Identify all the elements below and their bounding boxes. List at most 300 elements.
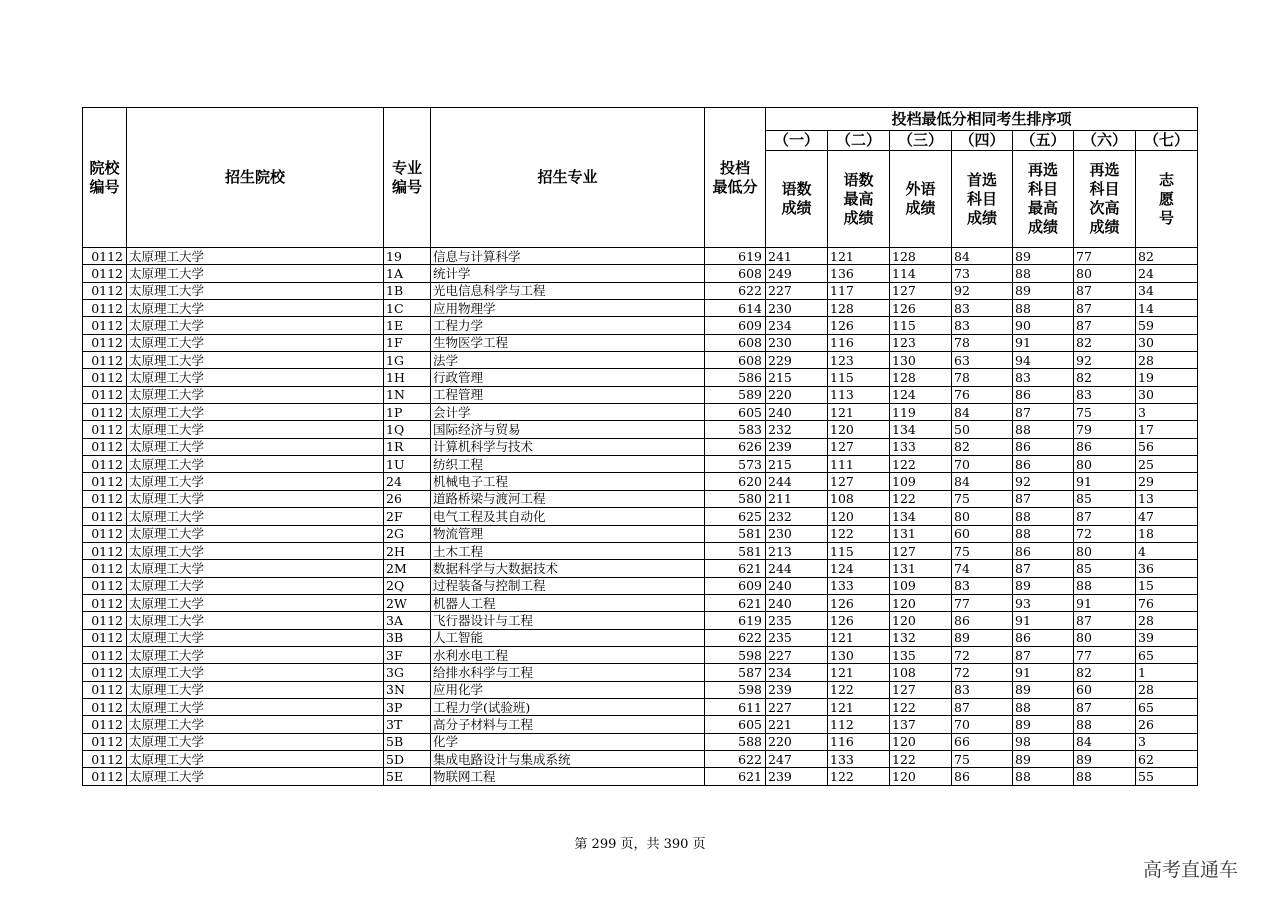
cell-yushu-max-score: 116 [828, 334, 890, 351]
table-row [83, 577, 1198, 594]
cell-second-subject-max-score: 87 [1013, 560, 1074, 577]
cell-second-subject-max-score: 88 [1013, 508, 1074, 525]
cell-foreign-lang-score: 120 [890, 733, 952, 750]
header-school-name: 招生院校 [127, 108, 384, 248]
cell-yushu-score: 235 [766, 629, 828, 646]
cell-yushu-score: 230 [766, 300, 828, 317]
table-row [83, 508, 1198, 525]
cell-foreign-lang-score: 132 [890, 629, 952, 646]
cell-foreign-lang-score: 134 [890, 421, 952, 438]
cell-major-name: 集成电路设计与集成系统 [431, 750, 705, 767]
cell-foreign-lang-score: 126 [890, 300, 952, 317]
cell-first-subject-score: 78 [952, 369, 1013, 386]
cell-major-code: 2F [384, 508, 431, 525]
cell-second-subject-next-score: 82 [1074, 664, 1136, 681]
cell-school-code: 0112 [83, 508, 127, 525]
cell-second-subject-next-score: 87 [1074, 282, 1136, 299]
header-tiebreak-label-3: 外语 成绩 [890, 151, 952, 248]
cell-school-name: 太原理工大学 [127, 352, 384, 369]
cell-second-subject-next-score: 88 [1074, 577, 1136, 594]
cell-school-code: 0112 [83, 473, 127, 490]
cell-yushu-max-score: 116 [828, 733, 890, 750]
cell-yushu-max-score: 136 [828, 265, 890, 282]
cell-school-name: 太原理工大学 [127, 317, 384, 334]
cell-yushu-max-score: 128 [828, 300, 890, 317]
header-tiebreak-title: 投档最低分相同考生排序项 [766, 108, 1198, 131]
cell-wish-number: 25 [1136, 456, 1198, 473]
cell-first-subject-score: 84 [952, 404, 1013, 421]
cell-second-subject-next-score: 91 [1074, 473, 1136, 490]
cell-school-code: 0112 [83, 525, 127, 542]
cell-major-name: 化学 [431, 733, 705, 750]
cell-wish-number: 36 [1136, 560, 1198, 577]
cell-major-code: 3P [384, 698, 431, 715]
cell-yushu-max-score: 115 [828, 369, 890, 386]
table-row [83, 265, 1198, 282]
cell-school-code: 0112 [83, 300, 127, 317]
cell-major-name: 给排水科学与工程 [431, 664, 705, 681]
cell-school-name: 太原理工大学 [127, 300, 384, 317]
cell-foreign-lang-score: 119 [890, 404, 952, 421]
cell-school-name: 太原理工大学 [127, 386, 384, 403]
cell-school-code: 0112 [83, 490, 127, 507]
cell-major-code: 1G [384, 352, 431, 369]
cell-min-score: 621 [705, 560, 766, 577]
table-body [83, 248, 1198, 786]
cell-wish-number: 28 [1136, 612, 1198, 629]
cell-second-subject-next-score: 80 [1074, 542, 1136, 559]
cell-school-code: 0112 [83, 768, 127, 785]
cell-yushu-score: 232 [766, 508, 828, 525]
cell-second-subject-max-score: 94 [1013, 352, 1074, 369]
cell-major-name: 工程力学 [431, 317, 705, 334]
cell-school-name: 太原理工大学 [127, 525, 384, 542]
cell-school-name: 太原理工大学 [127, 629, 384, 646]
cell-yushu-max-score: 115 [828, 542, 890, 559]
cell-major-name: 应用物理学 [431, 300, 705, 317]
cell-school-code: 0112 [83, 750, 127, 767]
cell-school-code: 0112 [83, 577, 127, 594]
cell-wish-number: 47 [1136, 508, 1198, 525]
cell-major-code: 3T [384, 716, 431, 733]
watermark-text: 高考直通车 [1143, 859, 1239, 881]
cell-yushu-score: 230 [766, 334, 828, 351]
cell-second-subject-next-score: 85 [1074, 560, 1136, 577]
cell-second-subject-next-score: 82 [1074, 369, 1136, 386]
cell-first-subject-score: 80 [952, 508, 1013, 525]
cell-school-name: 太原理工大学 [127, 594, 384, 611]
cell-wish-number: 39 [1136, 629, 1198, 646]
cell-foreign-lang-score: 115 [890, 317, 952, 334]
cell-yushu-score: 232 [766, 421, 828, 438]
cell-wish-number: 13 [1136, 490, 1198, 507]
cell-second-subject-next-score: 87 [1074, 300, 1136, 317]
cell-second-subject-max-score: 87 [1013, 646, 1074, 663]
cell-yushu-max-score: 126 [828, 612, 890, 629]
cell-school-name: 太原理工大学 [127, 698, 384, 715]
cell-wish-number: 56 [1136, 438, 1198, 455]
cell-school-code: 0112 [83, 733, 127, 750]
cell-first-subject-score: 73 [952, 265, 1013, 282]
cell-first-subject-score: 84 [952, 473, 1013, 490]
cell-major-code: 1U [384, 456, 431, 473]
cell-min-score: 625 [705, 508, 766, 525]
cell-yushu-max-score: 133 [828, 750, 890, 767]
cell-major-code: 5D [384, 750, 431, 767]
cell-major-name: 工程管理 [431, 386, 705, 403]
cell-school-code: 0112 [83, 594, 127, 611]
cell-min-score: 586 [705, 369, 766, 386]
cell-school-code: 0112 [83, 404, 127, 421]
cell-second-subject-max-score: 90 [1013, 317, 1074, 334]
cell-yushu-score: 220 [766, 386, 828, 403]
cell-wish-number: 19 [1136, 369, 1198, 386]
cell-second-subject-max-score: 91 [1013, 612, 1074, 629]
table-header [83, 108, 1198, 248]
cell-school-name: 太原理工大学 [127, 438, 384, 455]
cell-major-name: 机器人工程 [431, 594, 705, 611]
table-row [83, 716, 1198, 733]
cell-school-code: 0112 [83, 698, 127, 715]
cell-major-name: 工程力学(试验班) [431, 698, 705, 715]
cell-major-name: 行政管理 [431, 369, 705, 386]
cell-second-subject-max-score: 86 [1013, 456, 1074, 473]
cell-major-name: 飞行器设计与工程 [431, 612, 705, 629]
cell-second-subject-next-score: 82 [1074, 334, 1136, 351]
cell-wish-number: 1 [1136, 664, 1198, 681]
cell-yushu-score: 211 [766, 490, 828, 507]
cell-major-code: 2G [384, 525, 431, 542]
cell-major-code: 2H [384, 542, 431, 559]
cell-yushu-score: 234 [766, 664, 828, 681]
cell-min-score: 598 [705, 681, 766, 698]
cell-wish-number: 28 [1136, 352, 1198, 369]
cell-second-subject-max-score: 88 [1013, 525, 1074, 542]
cell-min-score: 619 [705, 612, 766, 629]
page-footer: 第 299 页，共 390 页 [574, 837, 706, 852]
header-order-6: （六） [1074, 131, 1136, 151]
cell-min-score: 587 [705, 664, 766, 681]
cell-school-name: 太原理工大学 [127, 334, 384, 351]
cell-school-name: 太原理工大学 [127, 282, 384, 299]
cell-yushu-score: 230 [766, 525, 828, 542]
cell-school-code: 0112 [83, 629, 127, 646]
cell-major-name: 机械电子工程 [431, 473, 705, 490]
cell-major-code: 1Q [384, 421, 431, 438]
cell-second-subject-next-score: 72 [1074, 525, 1136, 542]
cell-yushu-score: 227 [766, 698, 828, 715]
cell-min-score: 598 [705, 646, 766, 663]
cell-foreign-lang-score: 122 [890, 698, 952, 715]
cell-second-subject-next-score: 83 [1074, 386, 1136, 403]
cell-second-subject-max-score: 86 [1013, 629, 1074, 646]
cell-school-name: 太原理工大学 [127, 508, 384, 525]
cell-major-code: 3F [384, 646, 431, 663]
cell-first-subject-score: 66 [952, 733, 1013, 750]
cell-min-score: 608 [705, 334, 766, 351]
cell-min-score: 581 [705, 542, 766, 559]
cell-major-name: 法学 [431, 352, 705, 369]
cell-school-name: 太原理工大学 [127, 716, 384, 733]
cell-yushu-score: 239 [766, 438, 828, 455]
cell-yushu-score: 240 [766, 404, 828, 421]
cell-min-score: 583 [705, 421, 766, 438]
cell-second-subject-next-score: 87 [1074, 508, 1136, 525]
cell-second-subject-max-score: 89 [1013, 577, 1074, 594]
table-row [83, 438, 1198, 455]
cell-foreign-lang-score: 123 [890, 334, 952, 351]
cell-yushu-score: 241 [766, 248, 828, 265]
cell-second-subject-max-score: 83 [1013, 369, 1074, 386]
cell-second-subject-max-score: 98 [1013, 733, 1074, 750]
cell-yushu-score: 239 [766, 768, 828, 785]
cell-yushu-max-score: 120 [828, 508, 890, 525]
cell-major-code: 1E [384, 317, 431, 334]
cell-school-name: 太原理工大学 [127, 577, 384, 594]
cell-foreign-lang-score: 130 [890, 352, 952, 369]
cell-min-score: 581 [705, 525, 766, 542]
cell-wish-number: 55 [1136, 768, 1198, 785]
cell-school-code: 0112 [83, 421, 127, 438]
cell-second-subject-max-score: 86 [1013, 386, 1074, 403]
cell-foreign-lang-score: 127 [890, 681, 952, 698]
cell-school-code: 0112 [83, 265, 127, 282]
cell-second-subject-next-score: 88 [1074, 716, 1136, 733]
cell-first-subject-score: 82 [952, 438, 1013, 455]
cell-first-subject-score: 83 [952, 681, 1013, 698]
cell-foreign-lang-score: 127 [890, 282, 952, 299]
cell-yushu-max-score: 108 [828, 490, 890, 507]
cell-school-name: 太原理工大学 [127, 248, 384, 265]
cell-min-score: 608 [705, 265, 766, 282]
cell-school-name: 太原理工大学 [127, 681, 384, 698]
cell-major-name: 土木工程 [431, 542, 705, 559]
cell-foreign-lang-score: 120 [890, 612, 952, 629]
cell-second-subject-next-score: 87 [1074, 612, 1136, 629]
cell-wish-number: 65 [1136, 698, 1198, 715]
cell-foreign-lang-score: 128 [890, 369, 952, 386]
cell-school-code: 0112 [83, 646, 127, 663]
cell-second-subject-next-score: 91 [1074, 594, 1136, 611]
cell-second-subject-next-score: 84 [1074, 733, 1136, 750]
cell-major-name: 生物医学工程 [431, 334, 705, 351]
cell-school-name: 太原理工大学 [127, 664, 384, 681]
cell-second-subject-next-score: 92 [1074, 352, 1136, 369]
cell-first-subject-score: 86 [952, 768, 1013, 785]
header-tiebreak-label-6: 再选 科目 次高 成绩 [1074, 151, 1136, 248]
cell-wish-number: 24 [1136, 265, 1198, 282]
cell-school-code: 0112 [83, 248, 127, 265]
cell-yushu-max-score: 126 [828, 317, 890, 334]
cell-school-name: 太原理工大学 [127, 265, 384, 282]
cell-foreign-lang-score: 135 [890, 646, 952, 663]
table-row [83, 352, 1198, 369]
cell-yushu-max-score: 130 [828, 646, 890, 663]
cell-second-subject-max-score: 87 [1013, 404, 1074, 421]
cell-major-name: 光电信息科学与工程 [431, 282, 705, 299]
cell-first-subject-score: 74 [952, 560, 1013, 577]
header-min-score: 投档 最低分 [705, 108, 766, 248]
cell-yushu-max-score: 123 [828, 352, 890, 369]
cell-yushu-max-score: 121 [828, 404, 890, 421]
cell-school-code: 0112 [83, 352, 127, 369]
header-school-code: 院校 编号 [83, 108, 127, 248]
cell-yushu-max-score: 126 [828, 594, 890, 611]
cell-foreign-lang-score: 127 [890, 542, 952, 559]
cell-wish-number: 15 [1136, 577, 1198, 594]
cell-school-name: 太原理工大学 [127, 646, 384, 663]
cell-major-code: 1H [384, 369, 431, 386]
cell-first-subject-score: 83 [952, 300, 1013, 317]
cell-yushu-score: 229 [766, 352, 828, 369]
table-row [83, 473, 1198, 490]
cell-first-subject-score: 92 [952, 282, 1013, 299]
cell-school-name: 太原理工大学 [127, 733, 384, 750]
cell-min-score: 614 [705, 300, 766, 317]
cell-yushu-score: 247 [766, 750, 828, 767]
cell-wish-number: 62 [1136, 750, 1198, 767]
cell-second-subject-max-score: 91 [1013, 334, 1074, 351]
cell-major-code: 24 [384, 473, 431, 490]
cell-yushu-score: 215 [766, 456, 828, 473]
header-tiebreak-label-4: 首选 科目 成绩 [952, 151, 1013, 248]
cell-foreign-lang-score: 122 [890, 490, 952, 507]
cell-min-score: 605 [705, 404, 766, 421]
cell-school-name: 太原理工大学 [127, 369, 384, 386]
header-order-2: （二） [828, 131, 890, 151]
cell-major-name: 过程装备与控制工程 [431, 577, 705, 594]
cell-major-name: 纺织工程 [431, 456, 705, 473]
cell-major-code: 1F [384, 334, 431, 351]
cell-major-code: 26 [384, 490, 431, 507]
cell-school-code: 0112 [83, 560, 127, 577]
cell-major-name: 计算机科学与技术 [431, 438, 705, 455]
cell-min-score: 619 [705, 248, 766, 265]
cell-min-score: 621 [705, 594, 766, 611]
header-order-3: （三） [890, 131, 952, 151]
cell-wish-number: 26 [1136, 716, 1198, 733]
cell-foreign-lang-score: 131 [890, 525, 952, 542]
cell-second-subject-next-score: 80 [1074, 456, 1136, 473]
cell-second-subject-next-score: 88 [1074, 768, 1136, 785]
cell-min-score: 588 [705, 733, 766, 750]
cell-first-subject-score: 83 [952, 577, 1013, 594]
cell-school-code: 0112 [83, 664, 127, 681]
cell-yushu-max-score: 111 [828, 456, 890, 473]
cell-min-score: 573 [705, 456, 766, 473]
cell-school-code: 0112 [83, 334, 127, 351]
cell-yushu-score: 240 [766, 594, 828, 611]
cell-major-name: 物流管理 [431, 525, 705, 542]
cell-yushu-max-score: 124 [828, 560, 890, 577]
cell-second-subject-next-score: 77 [1074, 248, 1136, 265]
table-row [83, 768, 1198, 785]
table-row [83, 334, 1198, 351]
cell-min-score: 609 [705, 577, 766, 594]
cell-major-name: 电气工程及其自动化 [431, 508, 705, 525]
table-row [83, 248, 1198, 265]
cell-yushu-score: 213 [766, 542, 828, 559]
table-row [83, 542, 1198, 559]
cell-second-subject-max-score: 91 [1013, 664, 1074, 681]
header-tiebreak-label-7: 志 愿 号 [1136, 151, 1198, 248]
cell-first-subject-score: 84 [952, 248, 1013, 265]
cell-major-code: 2Q [384, 577, 431, 594]
table-row [83, 733, 1198, 750]
cell-min-score: 620 [705, 473, 766, 490]
cell-yushu-score: 244 [766, 560, 828, 577]
cell-first-subject-score: 60 [952, 525, 1013, 542]
cell-school-code: 0112 [83, 369, 127, 386]
table-row [83, 404, 1198, 421]
cell-min-score: 611 [705, 698, 766, 715]
cell-major-code: 1A [384, 265, 431, 282]
cell-first-subject-score: 63 [952, 352, 1013, 369]
cell-yushu-max-score: 122 [828, 525, 890, 542]
cell-yushu-score: 235 [766, 612, 828, 629]
cell-yushu-score: 227 [766, 646, 828, 663]
cell-first-subject-score: 75 [952, 750, 1013, 767]
cell-major-code: 3A [384, 612, 431, 629]
cell-min-score: 622 [705, 282, 766, 299]
cell-major-name: 应用化学 [431, 681, 705, 698]
cell-major-name: 数据科学与大数据技术 [431, 560, 705, 577]
header-tiebreak-label-5: 再选 科目 最高 成绩 [1013, 151, 1074, 248]
cell-second-subject-max-score: 88 [1013, 265, 1074, 282]
table-row [83, 369, 1198, 386]
table-row [83, 490, 1198, 507]
cell-min-score: 622 [705, 750, 766, 767]
cell-yushu-score: 227 [766, 282, 828, 299]
cell-wish-number: 82 [1136, 248, 1198, 265]
cell-first-subject-score: 86 [952, 612, 1013, 629]
cell-school-name: 太原理工大学 [127, 490, 384, 507]
table-row [83, 525, 1198, 542]
cell-yushu-max-score: 121 [828, 698, 890, 715]
cell-foreign-lang-score: 120 [890, 768, 952, 785]
cell-wish-number: 29 [1136, 473, 1198, 490]
cell-second-subject-max-score: 92 [1013, 473, 1074, 490]
cell-foreign-lang-score: 134 [890, 508, 952, 525]
header-order-7: （七） [1136, 131, 1198, 151]
cell-first-subject-score: 83 [952, 317, 1013, 334]
cell-major-code: 1C [384, 300, 431, 317]
cell-second-subject-max-score: 93 [1013, 594, 1074, 611]
header-order-4: （四） [952, 131, 1013, 151]
cell-second-subject-next-score: 75 [1074, 404, 1136, 421]
cell-yushu-score: 249 [766, 265, 828, 282]
header-major-name: 招生专业 [431, 108, 705, 248]
table-row [83, 560, 1198, 577]
cell-wish-number: 76 [1136, 594, 1198, 611]
cell-school-name: 太原理工大学 [127, 404, 384, 421]
cell-school-code: 0112 [83, 282, 127, 299]
cell-school-name: 太原理工大学 [127, 560, 384, 577]
cell-major-name: 国际经济与贸易 [431, 421, 705, 438]
cell-min-score: 608 [705, 352, 766, 369]
table-row [83, 386, 1198, 403]
cell-min-score: 609 [705, 317, 766, 334]
cell-min-score: 605 [705, 716, 766, 733]
cell-major-code: 2M [384, 560, 431, 577]
cell-major-code: 3B [384, 629, 431, 646]
cell-yushu-score: 244 [766, 473, 828, 490]
cell-school-code: 0112 [83, 612, 127, 629]
cell-major-code: 3G [384, 664, 431, 681]
header-major-code: 专业 编号 [384, 108, 431, 248]
table-row [83, 317, 1198, 334]
cell-second-subject-next-score: 79 [1074, 421, 1136, 438]
